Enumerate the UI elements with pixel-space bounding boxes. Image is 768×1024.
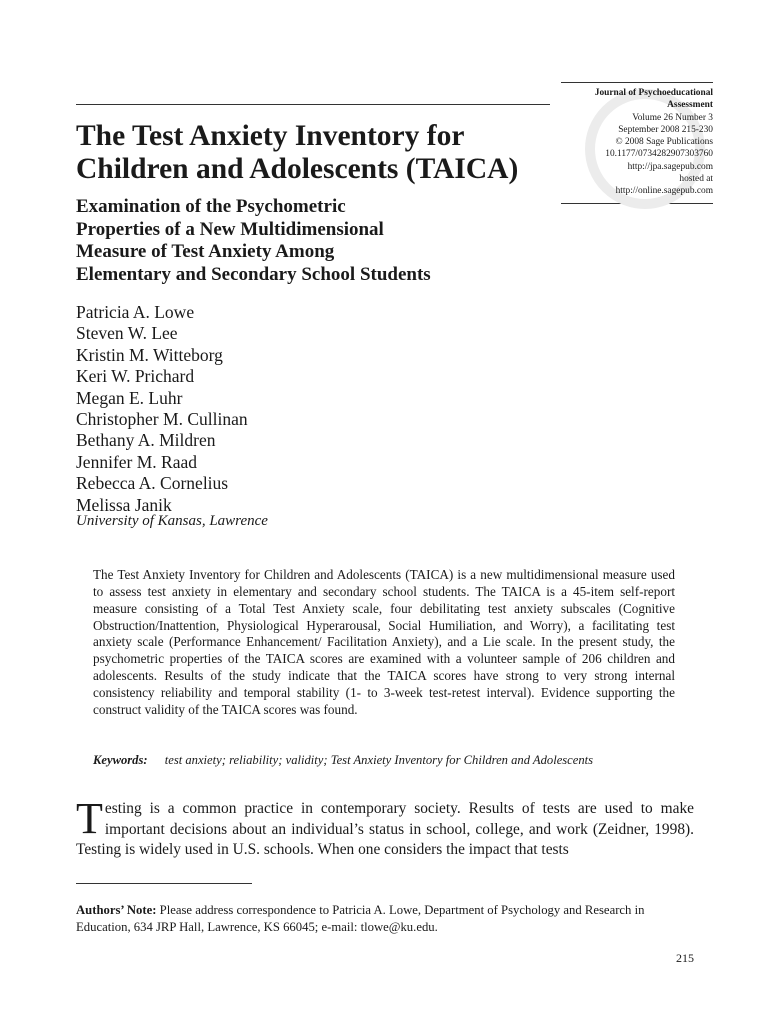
article-subtitle-line4: Elementary and Secondary School Students xyxy=(76,263,431,285)
author-name: Kristin M. Witteborg xyxy=(76,344,223,365)
article-title-line2: Children and Adolescents (TAICA) xyxy=(76,153,519,185)
journal-info xyxy=(561,82,713,204)
abstract: The Test Anxiety Inventory for Children and Adolescents (TAICA) is a new multidimensional measure used to assess test anxiety in elementary and secondary school students. The TAICA is a 45-item self-report measure consisting of a Total Test Anxiety scale, four debilitating test anxiety subscales (Cognitive Obstruction/Inattention, Physiological Hyperarousal, Social Humiliation, and Worry), a facilitating test anxiety scale (Performance Enhancement/ Facilitation Anxiety), and a Lie scale. In the present study, the psychometric properties of the TAICA scores are examined with a volunteer sample of 206 children and adolescents. Results of the study indicate that the TAICA scores have strong to very strong internal consistency reliability and temporal stability (1- to 3-week test-retest interval). Evidence supporting the construct validity of the TAICA scores was found. xyxy=(93,567,675,717)
page-number: 215 xyxy=(676,951,694,965)
author-name: Rebecca A. Cornelius xyxy=(76,473,229,494)
footnote-rule xyxy=(76,883,252,884)
authors-note-text: Please address correspondence to Patricia A. Lowe, Department of Psychology and Research in Education, 634 JRP Hall, Lawrence, KS 66045; e-mail: tlowe@ku.edu. xyxy=(76,903,645,934)
keywords xyxy=(93,752,683,768)
article-title-line1: The Test Anxiety Inventory for xyxy=(76,120,465,152)
authors-note xyxy=(76,902,694,936)
article-subtitle-line2: Properties of a New Multidimensional xyxy=(76,218,384,240)
journal-url[interactable]: http://jpa.sagepub.com xyxy=(627,161,713,172)
article-subtitle-line3: Measure of Test Anxiety Among xyxy=(76,241,335,263)
author-name: Patricia A. Lowe xyxy=(76,302,195,322)
article-subtitle xyxy=(76,196,546,286)
journal-volume: Volume 26 Number 3 xyxy=(632,112,713,123)
article-title xyxy=(76,120,556,186)
journal-name-line2: Assessment xyxy=(667,100,713,111)
journal-copyright: © 2008 Sage Publications xyxy=(615,137,713,148)
body-paragraph xyxy=(76,794,694,861)
header-rule xyxy=(76,104,550,105)
author-name: Jennifer M. Raad xyxy=(76,451,198,472)
author-name: Keri W. Prichard xyxy=(76,366,195,387)
body-paragraph-text: esting is a common practice in contemporary society. Results of tests are used to make important decisions about an individual’s status in school, college, and work (Zeidner, 1998). Testing is widely used in U.S. schools. When one considers the impact that tests xyxy=(76,800,694,858)
keywords-label: Keywords: xyxy=(93,753,148,767)
journal-date-pages: September 2008 215-230 xyxy=(618,124,713,135)
journal-hosted-at: hosted at xyxy=(679,174,713,185)
author-name: Melissa Janik xyxy=(76,494,172,515)
author-name: Megan E. Luhr xyxy=(76,387,183,408)
authors-note-label: Authors’ Note: xyxy=(76,903,157,917)
author-affiliation: University of Kansas, Lawrence xyxy=(76,513,268,529)
author-name: Bethany A. Mildren xyxy=(76,430,216,451)
journal-doi: 10.1177/0734282907303760 xyxy=(605,149,713,160)
author-list xyxy=(76,302,476,516)
author-name: Steven W. Lee xyxy=(76,323,178,344)
drop-cap: T xyxy=(76,794,103,843)
author-name: Christopher M. Cullinan xyxy=(76,409,248,430)
article-subtitle-line1: Examination of the Psychometric xyxy=(76,196,346,217)
journal-name-line1: Journal of Psychoeducational xyxy=(594,88,713,98)
keywords-text: test anxiety; reliability; validity; Test Anxiety Inventory for Children and Adolescents xyxy=(164,753,594,767)
journal-host-url[interactable]: http://online.sagepub.com xyxy=(615,186,713,197)
